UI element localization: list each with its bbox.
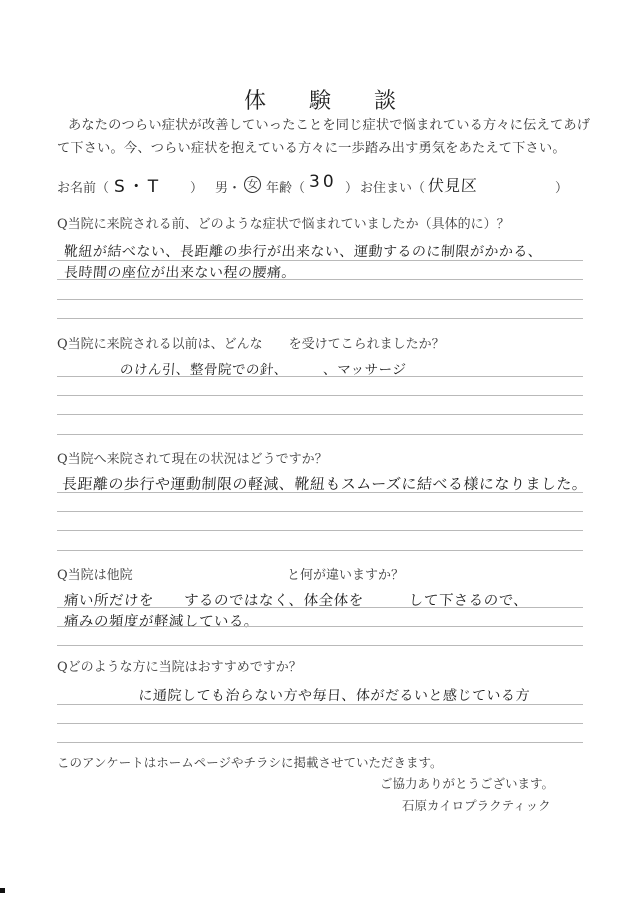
- name-label: お名前（: [57, 181, 110, 196]
- answer-line: [57, 279, 583, 280]
- answer-1-line-1: 靴紐が結べない、長距離の歩行が出来ない、運動するのに制限がかかる、: [63, 244, 543, 260]
- intro-line-2: て下さい。今、つらい症状を抱えている方々に一歩踏み出す勇気をあたえて下さい。: [57, 141, 566, 156]
- answer-line: [57, 550, 583, 551]
- answer-line: [57, 414, 583, 415]
- answer-line: [57, 376, 583, 377]
- publication-notice: このアンケートはホームページやチラシに掲載させていただきます。: [57, 755, 443, 770]
- answer-line: [57, 704, 583, 705]
- answer-1-line-2: 長時間の座位が出来ない程の腰痛。: [63, 265, 297, 281]
- answer-3-line-1: 長距離の歩行や運動制限の軽減、靴紐もスムーズに結べる様になりました。: [61, 475, 589, 493]
- question-3-text: Q当院へ来院されて現在の状況はどうですか？: [57, 452, 328, 467]
- answer-5-line-1: に通院しても治らない方や毎日、体がだるいと感じている方: [65, 688, 531, 704]
- answer-line: [57, 395, 583, 396]
- clinic-name: 石原カイロプラクティック: [402, 798, 551, 813]
- answer-line: [57, 742, 583, 743]
- address-value: 伏見区: [427, 176, 479, 195]
- scan-mark: [0, 888, 5, 893]
- question-4-text-part-1: Q当院は他院: [57, 568, 133, 583]
- answer-line: [57, 260, 583, 261]
- answer-line: [57, 626, 583, 627]
- answer-2-line-1: のけん引、整骨院での針、 、マッサージ: [63, 362, 407, 378]
- thanks-message: ご協力ありがとうございます。: [380, 776, 555, 791]
- question-4-text-part-2: と何が違いますか？: [287, 568, 405, 583]
- answer-line: [57, 530, 583, 531]
- name-value: S・T: [114, 177, 162, 197]
- answer-line: [57, 645, 583, 646]
- question-1-text: Q当院に来院される前、どのような症状で悩まれていましたか（具体的に）？: [57, 217, 510, 232]
- answer-4-line-2: 痛みの頻度が軽減している。: [63, 614, 260, 630]
- address-label: お住まい（: [360, 181, 426, 196]
- page-title: 体 験 談: [244, 89, 414, 114]
- address-close: ）: [555, 181, 569, 196]
- question-5-text: Qどのような方に当院はおすすめですか？: [57, 660, 302, 675]
- answer-line: [57, 607, 583, 608]
- age-value: 30: [309, 172, 337, 192]
- answer-line: [57, 318, 583, 319]
- name-close: ）: [190, 181, 204, 196]
- answer-line: [57, 492, 583, 493]
- answer-line: [57, 511, 583, 512]
- gender-female-option-circled: 女: [244, 176, 261, 193]
- intro-line-1: あなたのつらい症状が改善していったことを同じ症状で悩まれている方々に伝えてあげ: [68, 118, 591, 133]
- question-2-text: Q当院に来院される以前は、どんな を受けてこられましたか？: [57, 337, 445, 352]
- answer-line: [57, 434, 583, 435]
- gender-male-option: 男・: [215, 181, 242, 196]
- age-label: 年齢（: [266, 181, 306, 196]
- answer-4-line-1: 痛い所だけを するのではなく、体全体を して下さるので、: [63, 593, 529, 609]
- answer-line: [57, 723, 583, 724]
- age-close: ）: [345, 181, 359, 196]
- answer-line: [57, 299, 583, 300]
